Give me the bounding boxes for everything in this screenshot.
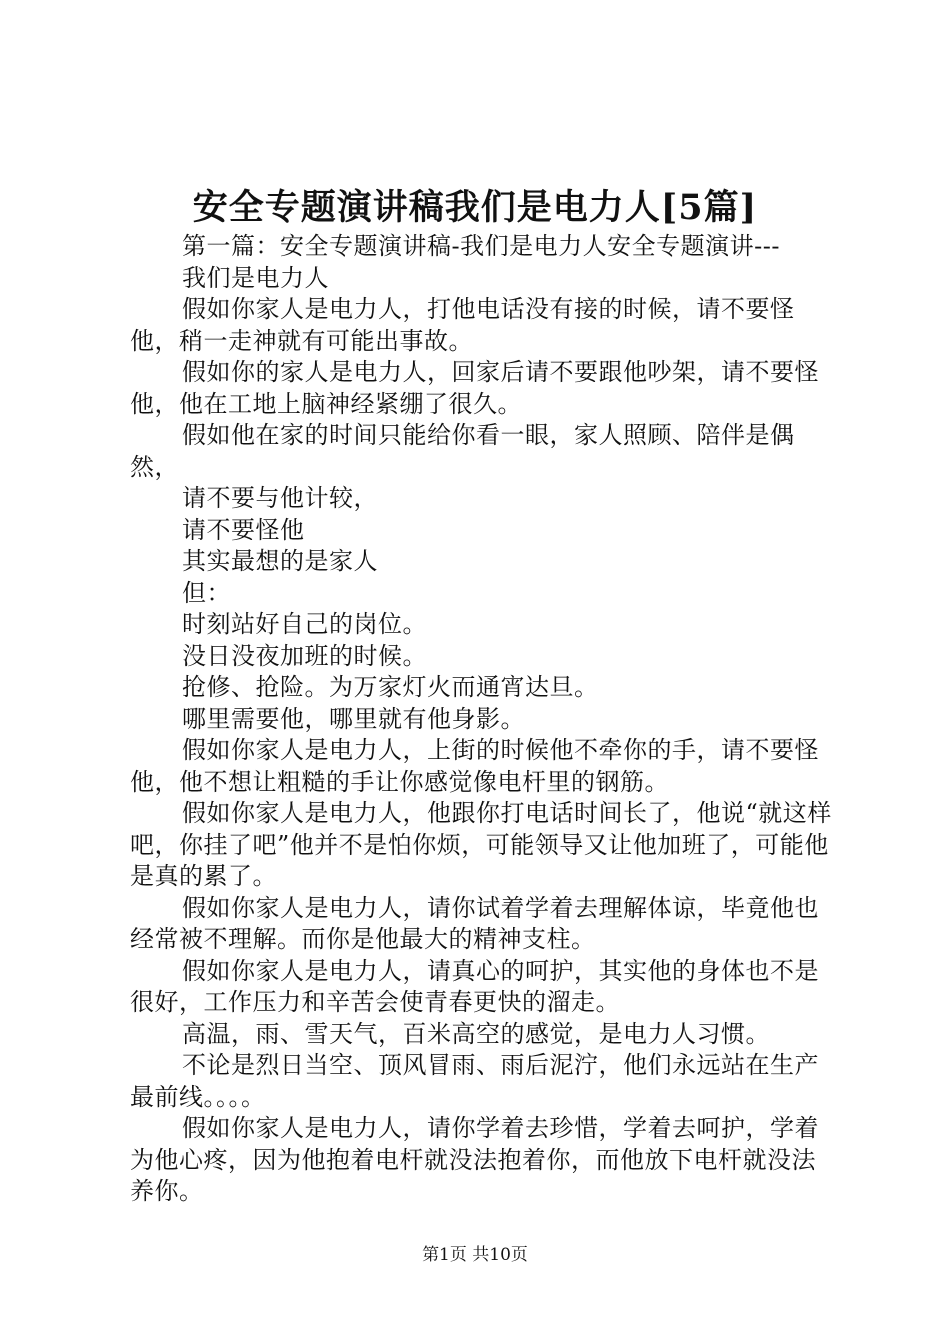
paragraph: 假如他在家的时间只能给你看一眼，家人照顾、陪伴是偶然， bbox=[130, 421, 795, 481]
paragraph: 不论是烈日当空、顶风冒雨、雨后泥泞，他们永远站在生产最前线。。。。 bbox=[130, 1051, 819, 1111]
paragraph: 假如你家人是电力人，请真心的呵护，其实他的身体也不是很好，工作压力和辛苦会使青春更快的溜走。 bbox=[130, 956, 819, 1016]
paragraph: 请不要与他计较， bbox=[182, 484, 378, 512]
paragraph: 没日没夜加班的时候。 bbox=[182, 641, 427, 670]
paragraph: 抢修、抢险。为万家灯火而通宵达旦。 bbox=[182, 673, 599, 701]
paragraph: 请不要怪他 bbox=[182, 515, 305, 544]
paragraph: 我们是电力人 bbox=[182, 263, 329, 292]
paragraph: 假如你家人是电力人，他跟你打电话时间长了，他说“就这样吧，你挂了吧”他并不是怕你烦，可能领导又让他加班了，可能他是真的累了。 bbox=[130, 799, 832, 890]
paragraph: 其实最想的是家人 bbox=[182, 547, 378, 575]
paragraph: 假如你家人是电力人，打他电话没有接的时候，请不要怪他，稍一走神就有可能出事故。 bbox=[130, 295, 795, 355]
page-footer: 第1页 共10页 bbox=[422, 1245, 528, 1265]
paragraph: 哪里需要他，哪里就有他身影。 bbox=[182, 704, 525, 733]
paragraph: 假如你家人是电力人，上街的时候他不牵你的手，请不要怪他，他不想让粗糙的手让你感觉像电杆里的钢筋。 bbox=[130, 736, 819, 796]
paragraph: 但： bbox=[182, 578, 231, 607]
paragraph: 假如你家人是电力人，请你试着学着去理解体谅，毕竟他也经常被不理解。而你是他最大的精神支柱。 bbox=[130, 893, 819, 953]
document-body bbox=[130, 231, 835, 1208]
paragraph: 高温，雨、雪天气，百米高空的感觉，是电力人习惯。 bbox=[182, 1019, 770, 1048]
paragraph: 时刻站好自己的岗位。 bbox=[182, 610, 427, 638]
paragraph: 假如你的家人是电力人，回家后请不要跟他吵架，请不要怪他，他在工地上脑神经紧绷了很久。 bbox=[130, 358, 819, 418]
paragraph: 第一篇：安全专题演讲稿-我们是电力人安全专题演讲--- bbox=[182, 232, 780, 260]
document-title: 安全专题演讲稿我们是电力人[5篇] bbox=[192, 187, 758, 228]
paragraph: 假如你家人是电力人，请你学着去珍惜，学着去呵护，学着为他心疼，因为他抱着电杆就没法抱着你，而他放下电杆就没法养你。 bbox=[130, 1114, 819, 1205]
